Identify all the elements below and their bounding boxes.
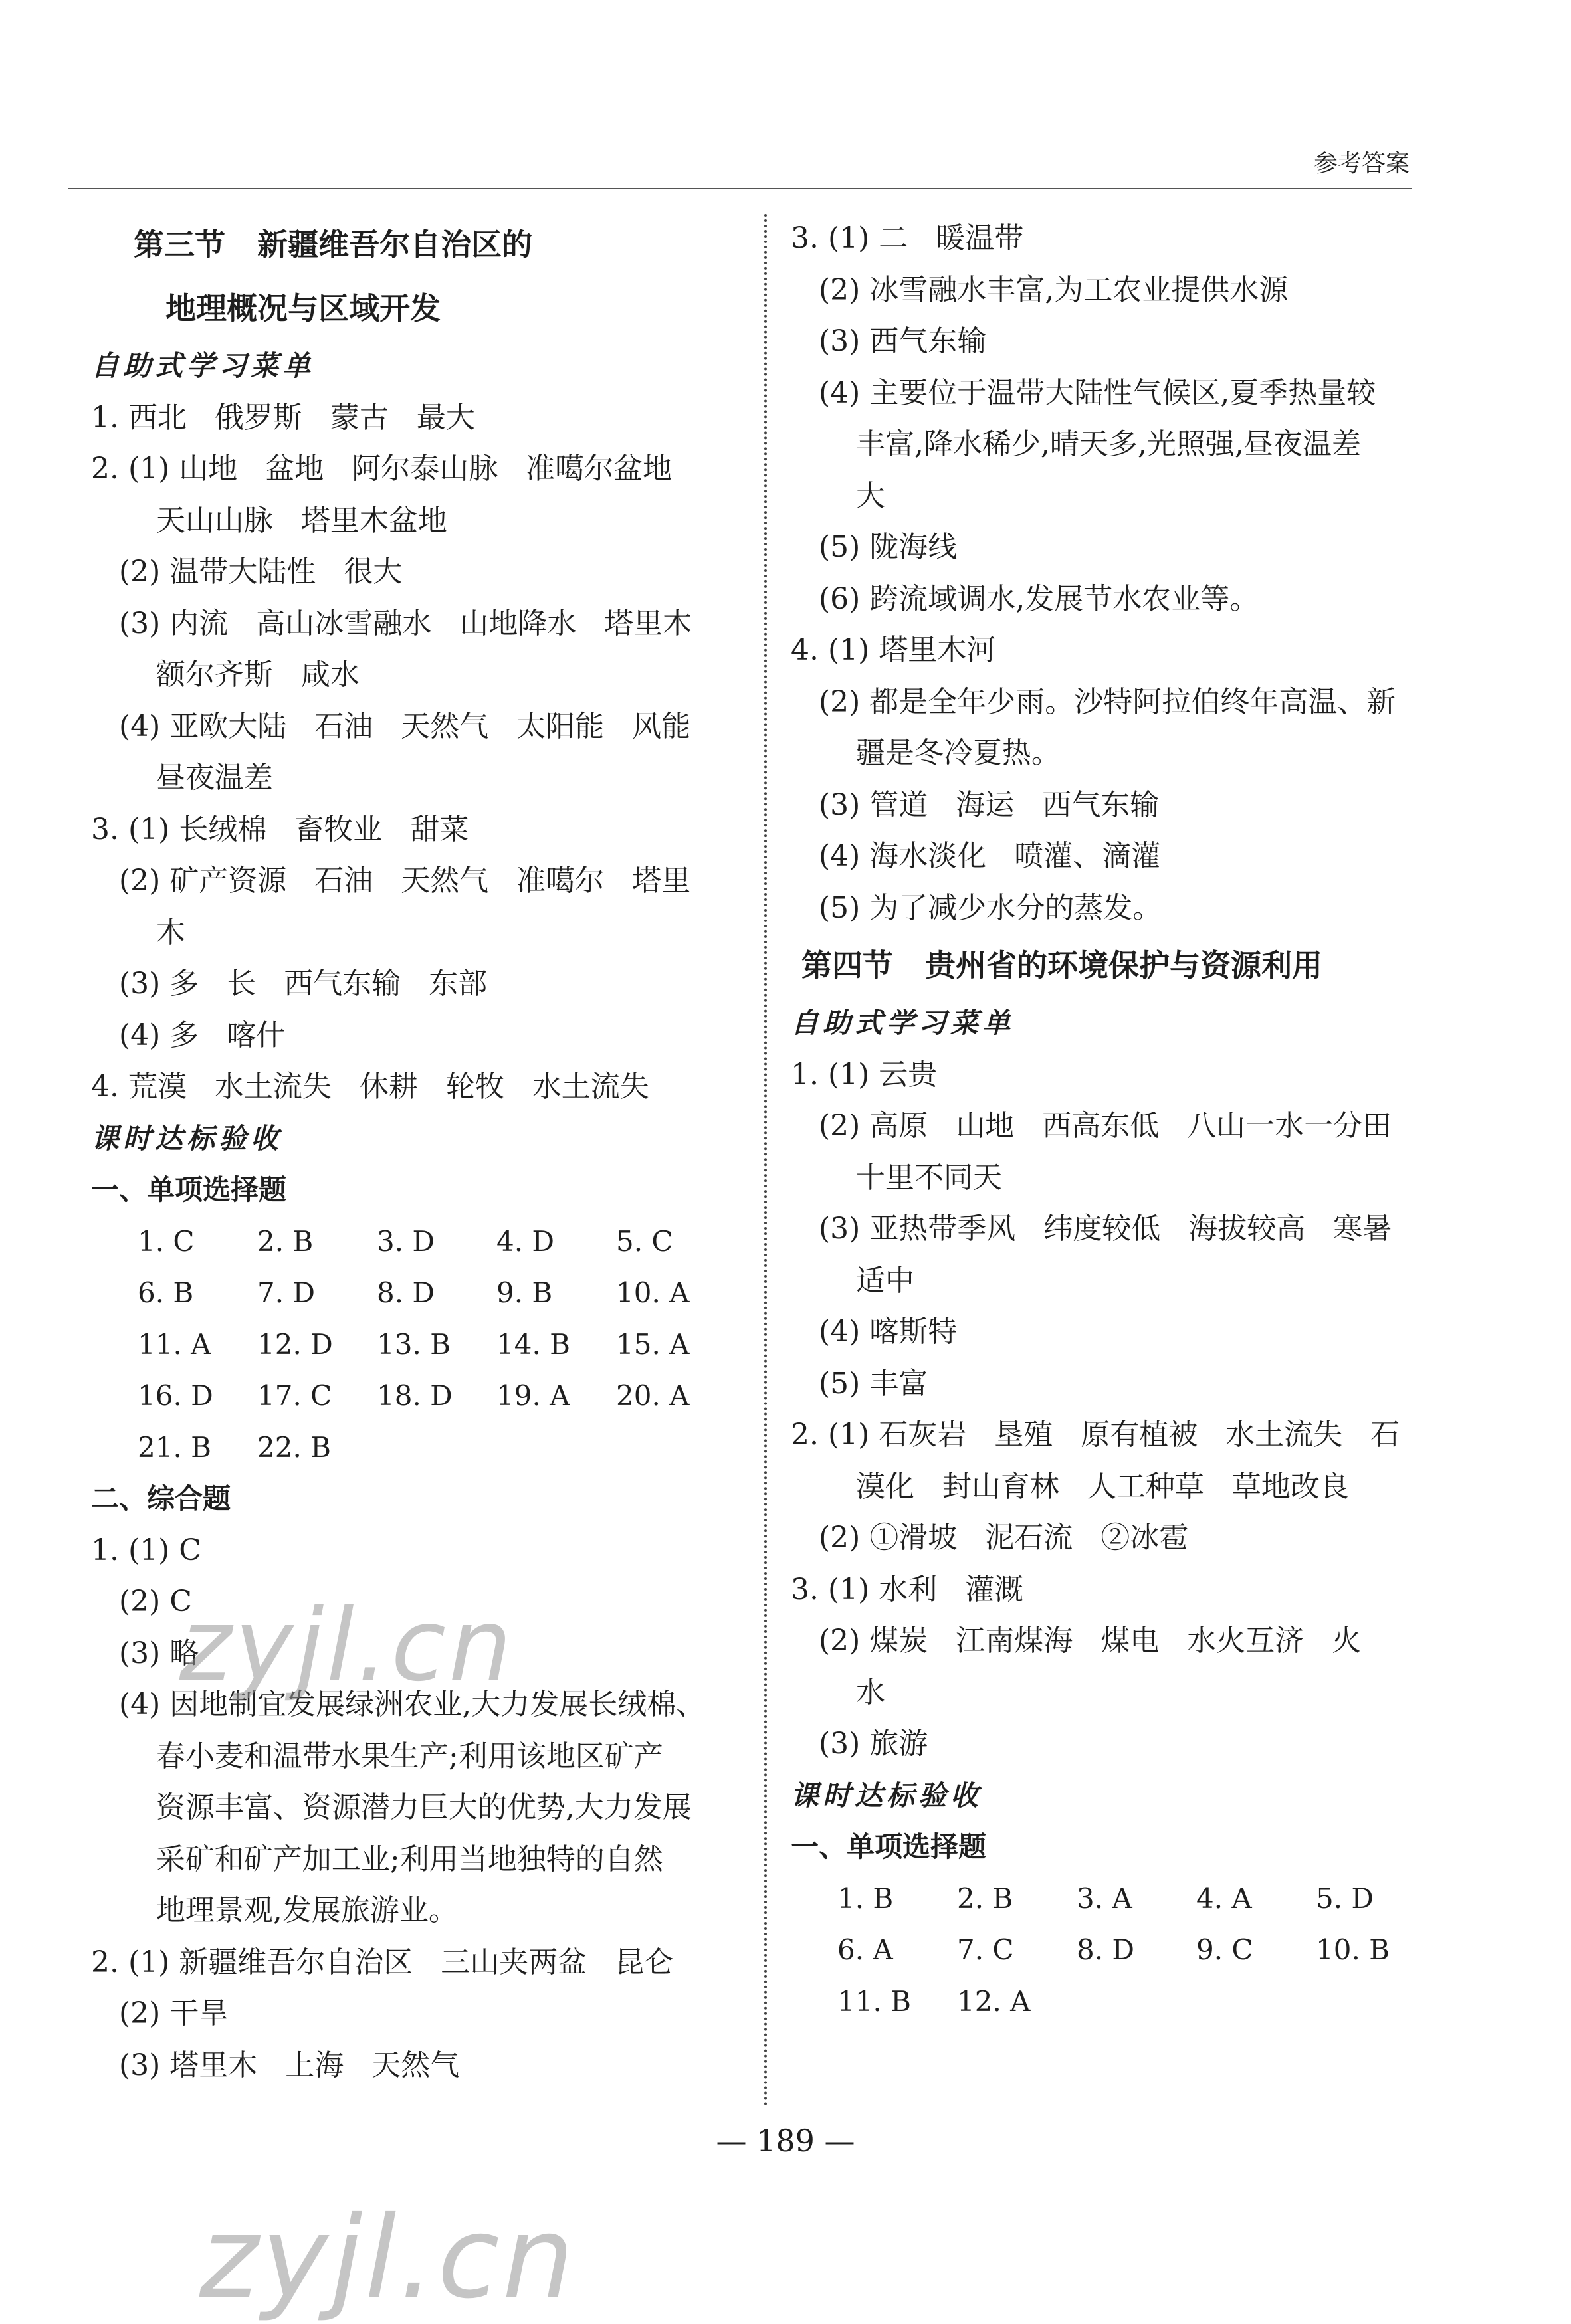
- answer-line: 资源丰富、资源潜力巨大的优势,大力发展: [91, 1791, 692, 1824]
- answer-line: 木: [91, 915, 185, 949]
- choice-row: [91, 1422, 749, 1474]
- choice-answer: 1. C: [138, 1224, 195, 1258]
- answer-line: (3) 旅游: [791, 1727, 928, 1761]
- choice-row: [91, 1216, 749, 1268]
- sub-heading: 课时达标验收: [91, 1121, 283, 1155]
- right-column: [791, 213, 1449, 2027]
- answer-line: (3) 亚热带季风 纬度较低 海拔较高 寒暑: [791, 1212, 1392, 1246]
- choice-row: [91, 1370, 749, 1422]
- choice-answer: 3. D: [377, 1224, 435, 1258]
- choice-answer: 13. B: [377, 1327, 451, 1361]
- choice-answer: 21. B: [138, 1430, 212, 1464]
- choice-answer: 16. D: [138, 1379, 213, 1412]
- choice-answer: 5. C: [616, 1224, 673, 1258]
- answer-line: 适中: [791, 1263, 914, 1298]
- answer-line: (3) 略: [91, 1636, 199, 1670]
- left-column: [91, 213, 749, 2091]
- choice-answer: 1. B: [837, 1882, 894, 1915]
- question-type-heading: 一、单项选择题: [91, 1173, 287, 1206]
- answer-line: 1. (1) C: [91, 1533, 201, 1567]
- section-title: 第四节 贵州省的环境保护与资源利用: [791, 947, 1323, 983]
- answer-line: 3. (1) 水利 灌溉: [791, 1572, 1024, 1606]
- choice-row: [791, 1924, 1449, 1976]
- answer-line: 丰富,降水稀少,晴天多,光照强,昼夜温差: [791, 427, 1361, 461]
- choice-answer: 18. D: [377, 1379, 453, 1412]
- choice-answer: 3. A: [1077, 1882, 1132, 1915]
- answer-line: (2) 矿产资源 石油 天然气 准噶尔 塔里: [91, 864, 691, 898]
- choice-answer: 17. C: [257, 1379, 332, 1412]
- choice-answer: 5. D: [1316, 1882, 1374, 1915]
- choice-answer: 10. A: [616, 1276, 690, 1309]
- choice-answer: 19. A: [496, 1379, 570, 1412]
- answer-line: 1. 西北 俄罗斯 蒙古 最大: [91, 400, 475, 435]
- header-rule: [68, 188, 1412, 189]
- answer-line: (5) 为了减少水分的蒸发。: [791, 890, 1162, 925]
- choice-row: [91, 1319, 749, 1371]
- choice-answer: 9. B: [496, 1276, 553, 1309]
- choice-answer: 12. D: [257, 1327, 333, 1361]
- answer-line: 昼夜温差: [91, 761, 273, 795]
- answer-line: (2) ①滑坡 泥石流 ②冰雹: [791, 1521, 1189, 1555]
- choice-answer: 8. D: [377, 1276, 435, 1309]
- answer-line: (6) 跨流域调水,发展节水农业等。: [791, 581, 1259, 616]
- answer-line: (2) 温带大陆性 很大: [91, 555, 403, 589]
- sub-heading: 自助式学习菜单: [91, 349, 315, 382]
- answer-line: (3) 西气东输: [791, 324, 987, 358]
- answer-line: 2. (1) 新疆维吾尔自治区 三山夹两盆 昆仑: [91, 1945, 674, 1979]
- sub-heading: 自助式学习菜单: [791, 1007, 1015, 1039]
- choice-answer: 11. A: [138, 1327, 211, 1361]
- choice-answer: 6. B: [138, 1276, 194, 1309]
- header-label: 参考答案: [1313, 150, 1410, 177]
- choice-answer: 7. D: [257, 1276, 316, 1309]
- question-type-heading: 一、单项选择题: [791, 1830, 987, 1863]
- choice-answer: 7. C: [957, 1933, 1014, 1966]
- answer-line: (2) 干旱: [91, 1996, 229, 2030]
- answer-line: (3) 塔里木 上海 天然气: [91, 2048, 460, 2082]
- answer-line: 4. 荒漠 水土流失 休耕 轮牧 水土流失: [91, 1070, 649, 1104]
- answer-line: 春小麦和温带水果生产;利用该地区矿产: [91, 1739, 663, 1773]
- section-title: 地理概况与区域开发: [91, 290, 441, 326]
- choice-answer: 8. D: [1077, 1933, 1135, 1966]
- choice-answer: 22. B: [257, 1430, 332, 1464]
- answer-line: 3. (1) 二 暖温带: [791, 221, 1024, 255]
- choice-answer: 11. B: [837, 1985, 912, 2018]
- answer-line: (4) 喀斯特: [791, 1315, 958, 1349]
- sub-heading: 课时达标验收: [791, 1779, 983, 1812]
- answer-line: 大: [791, 478, 885, 513]
- answer-line: 漠化 封山育林 人工种草 草地改良: [791, 1469, 1349, 1503]
- choice-answer: 15. A: [616, 1327, 690, 1361]
- answer-line: (2) C: [91, 1585, 192, 1618]
- answer-line: (4) 多 喀什: [91, 1018, 286, 1052]
- choice-answer: 6. A: [837, 1933, 893, 1966]
- answer-line: (4) 亚欧大陆 石油 天然气 太阳能 风能: [91, 709, 691, 743]
- watermark: zyjl.cn: [179, 1588, 515, 1703]
- page-number: — 189 —: [716, 2123, 855, 2159]
- answer-line: 1. (1) 云贵: [791, 1057, 938, 1092]
- answer-line: (3) 内流 高山冰雪融水 山地降水 塔里木: [91, 606, 692, 640]
- choice-row: [91, 1267, 749, 1319]
- choice-answer: 20. A: [616, 1379, 690, 1412]
- answer-line: (2) 煤炭 江南煤海 煤电 水火互济 火: [791, 1624, 1362, 1658]
- answer-line: 2. (1) 石灰岩 垦殖 原有植被 水土流失 石: [791, 1418, 1400, 1452]
- answer-line: (3) 多 长 西气东输 东部: [91, 967, 488, 1001]
- answer-line: (5) 丰富: [791, 1366, 928, 1401]
- answer-line: 十里不同天: [791, 1160, 1002, 1195]
- answer-line: 2. (1) 山地 盆地 阿尔泰山脉 准噶尔盆地: [91, 452, 673, 486]
- choice-row: [791, 1873, 1449, 1925]
- answer-line: (4) 主要位于温带大陆性气候区,夏季热量较: [791, 375, 1376, 410]
- answer-line: (4) 因地制宜发展绿洲农业,大力发展长绒棉、: [91, 1688, 706, 1721]
- choice-answer: 2. B: [257, 1224, 314, 1258]
- choice-answer: 2. B: [957, 1882, 1013, 1915]
- answer-line: 水: [791, 1675, 885, 1709]
- choice-row: [791, 1976, 1449, 2028]
- section-title: 第三节 新疆维吾尔自治区的: [91, 227, 533, 262]
- answer-line: (3) 管道 海运 西气东输: [791, 787, 1160, 822]
- choice-answer: 14. B: [496, 1327, 571, 1361]
- choice-answer: 4. D: [496, 1224, 555, 1258]
- choice-answer: 10. B: [1316, 1933, 1390, 1966]
- choice-answer: 12. A: [957, 1985, 1031, 2018]
- answer-line: (2) 高原 山地 西高东低 八山一水一分田: [791, 1109, 1392, 1143]
- answer-line: 额尔齐斯 咸水: [91, 658, 360, 692]
- choice-answer: 4. A: [1196, 1882, 1252, 1915]
- answer-line: 4. (1) 塔里木河: [791, 633, 996, 667]
- choice-answer: 9. C: [1196, 1933, 1253, 1966]
- answer-line: (2) 都是全年少雨。沙特阿拉伯终年高温、新: [791, 684, 1396, 719]
- answer-line: (2) 冰雪融水丰富,为工农业提供水源: [791, 272, 1289, 307]
- answer-line: (4) 海水淡化 喷灌、滴灌: [791, 839, 1161, 873]
- answer-line: 疆是冬冷夏热。: [791, 736, 1061, 770]
- answer-line: 天山山脉 塔里木盆地: [91, 503, 447, 537]
- answer-line: 采矿和矿产加工业;利用当地独特的自然: [91, 1842, 663, 1876]
- answer-line: (5) 陇海线: [791, 530, 958, 564]
- watermark: zyjl.cn: [199, 2192, 577, 2324]
- answer-line: 3. (1) 长绒棉 畜牧业 甜菜: [91, 812, 469, 846]
- question-type-heading: 二、综合题: [91, 1482, 231, 1515]
- answer-line: 地理景观,发展旅游业。: [91, 1893, 458, 1927]
- column-divider: [764, 214, 767, 2107]
